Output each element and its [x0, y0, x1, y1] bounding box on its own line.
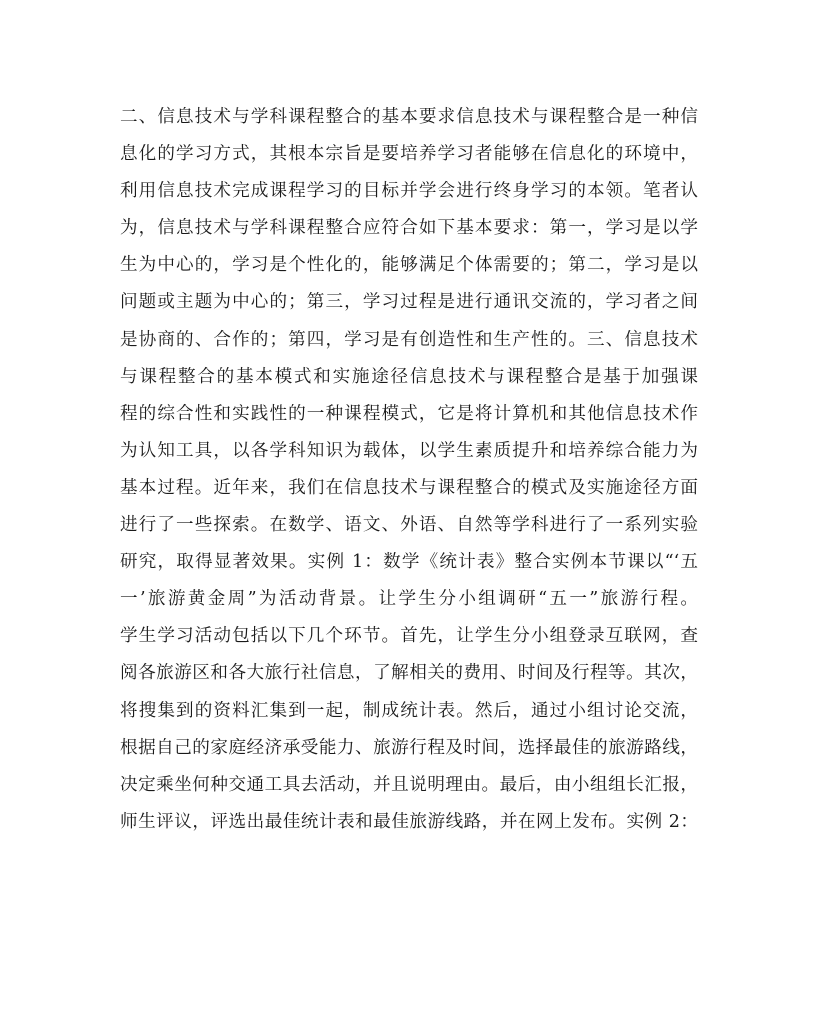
- text-line-11: 基本过程。近年来，我们在信息技术与课程整合的模式及实施途径方面: [120, 477, 698, 498]
- text-line-6: 问题或主题为中心的；第三，学习过程是进行通讯交流的，学习者之间: [120, 292, 698, 313]
- text-line-7: 是协商的、合作的；第四，学习是有创造性和生产性的。三、信息技术: [120, 329, 698, 350]
- text-line-8: 与课程整合的基本模式和实施途径信息技术与课程整合是基于加强课: [120, 366, 698, 387]
- text-line-9: 程的综合性和实践性的一种课程模式，它是将计算机和其他信息技术作: [120, 403, 698, 424]
- text-line-1: 二、信息技术与学科课程整合的基本要求信息技术与课程整合是一种信: [120, 107, 698, 127]
- text-line-20: 师生评议，评选出最佳统计表和最佳旅游线路，并在网上发布。实例 2：: [120, 811, 698, 832]
- text-line-3: 利用信息技术完成课程学习的目标并学会进行终身学习的本领。笔者认: [120, 181, 698, 202]
- text-line-16: 阅各旅游区和各大旅行社信息，了解相关的费用、时间及行程等。其次，: [120, 663, 698, 684]
- text-line-5: 生为中心的，学习是个性化的，能够满足个体需要的；第二，学习是以: [120, 255, 698, 276]
- text-line-14: 一’旅游黄金周”为活动背景。让学生分小组调研“五一”旅游行程。: [120, 589, 698, 610]
- text-line-13: 研究，取得显著效果。实例 1：数学《统计表》整合实例本节课以“‘五: [120, 552, 698, 573]
- text-line-10: 为认知工具，以各学科知识为载体，以学生素质提升和培养综合能力为: [120, 440, 698, 461]
- text-line-17: 将搜集到的资料汇集到一起，制成统计表。然后，通过小组讨论交流，: [120, 700, 698, 721]
- text-line-4: 为，信息技术与学科课程整合应符合如下基本要求：第一，学习是以学: [120, 218, 698, 239]
- body-text: [120, 99, 698, 841]
- text-line-12: 进行了一些探索。在数学、语文、外语、自然等学科进行了一系列实验: [120, 515, 698, 536]
- text-line-18: 根据自己的家庭经济承受能力、旅游行程及时间，选择最佳的旅游路线，: [120, 737, 698, 758]
- text-line-15: 学生学习活动包括以下几个环节。首先，让学生分小组登录互联网，查: [120, 626, 698, 647]
- text-line-2: 息化的学习方式，其根本宗旨是要培养学习者能够在信息化的环境中，: [120, 144, 698, 165]
- text-line-19: 决定乘坐何种交通工具去活动，并且说明理由。最后，由小组组长汇报，: [120, 774, 698, 795]
